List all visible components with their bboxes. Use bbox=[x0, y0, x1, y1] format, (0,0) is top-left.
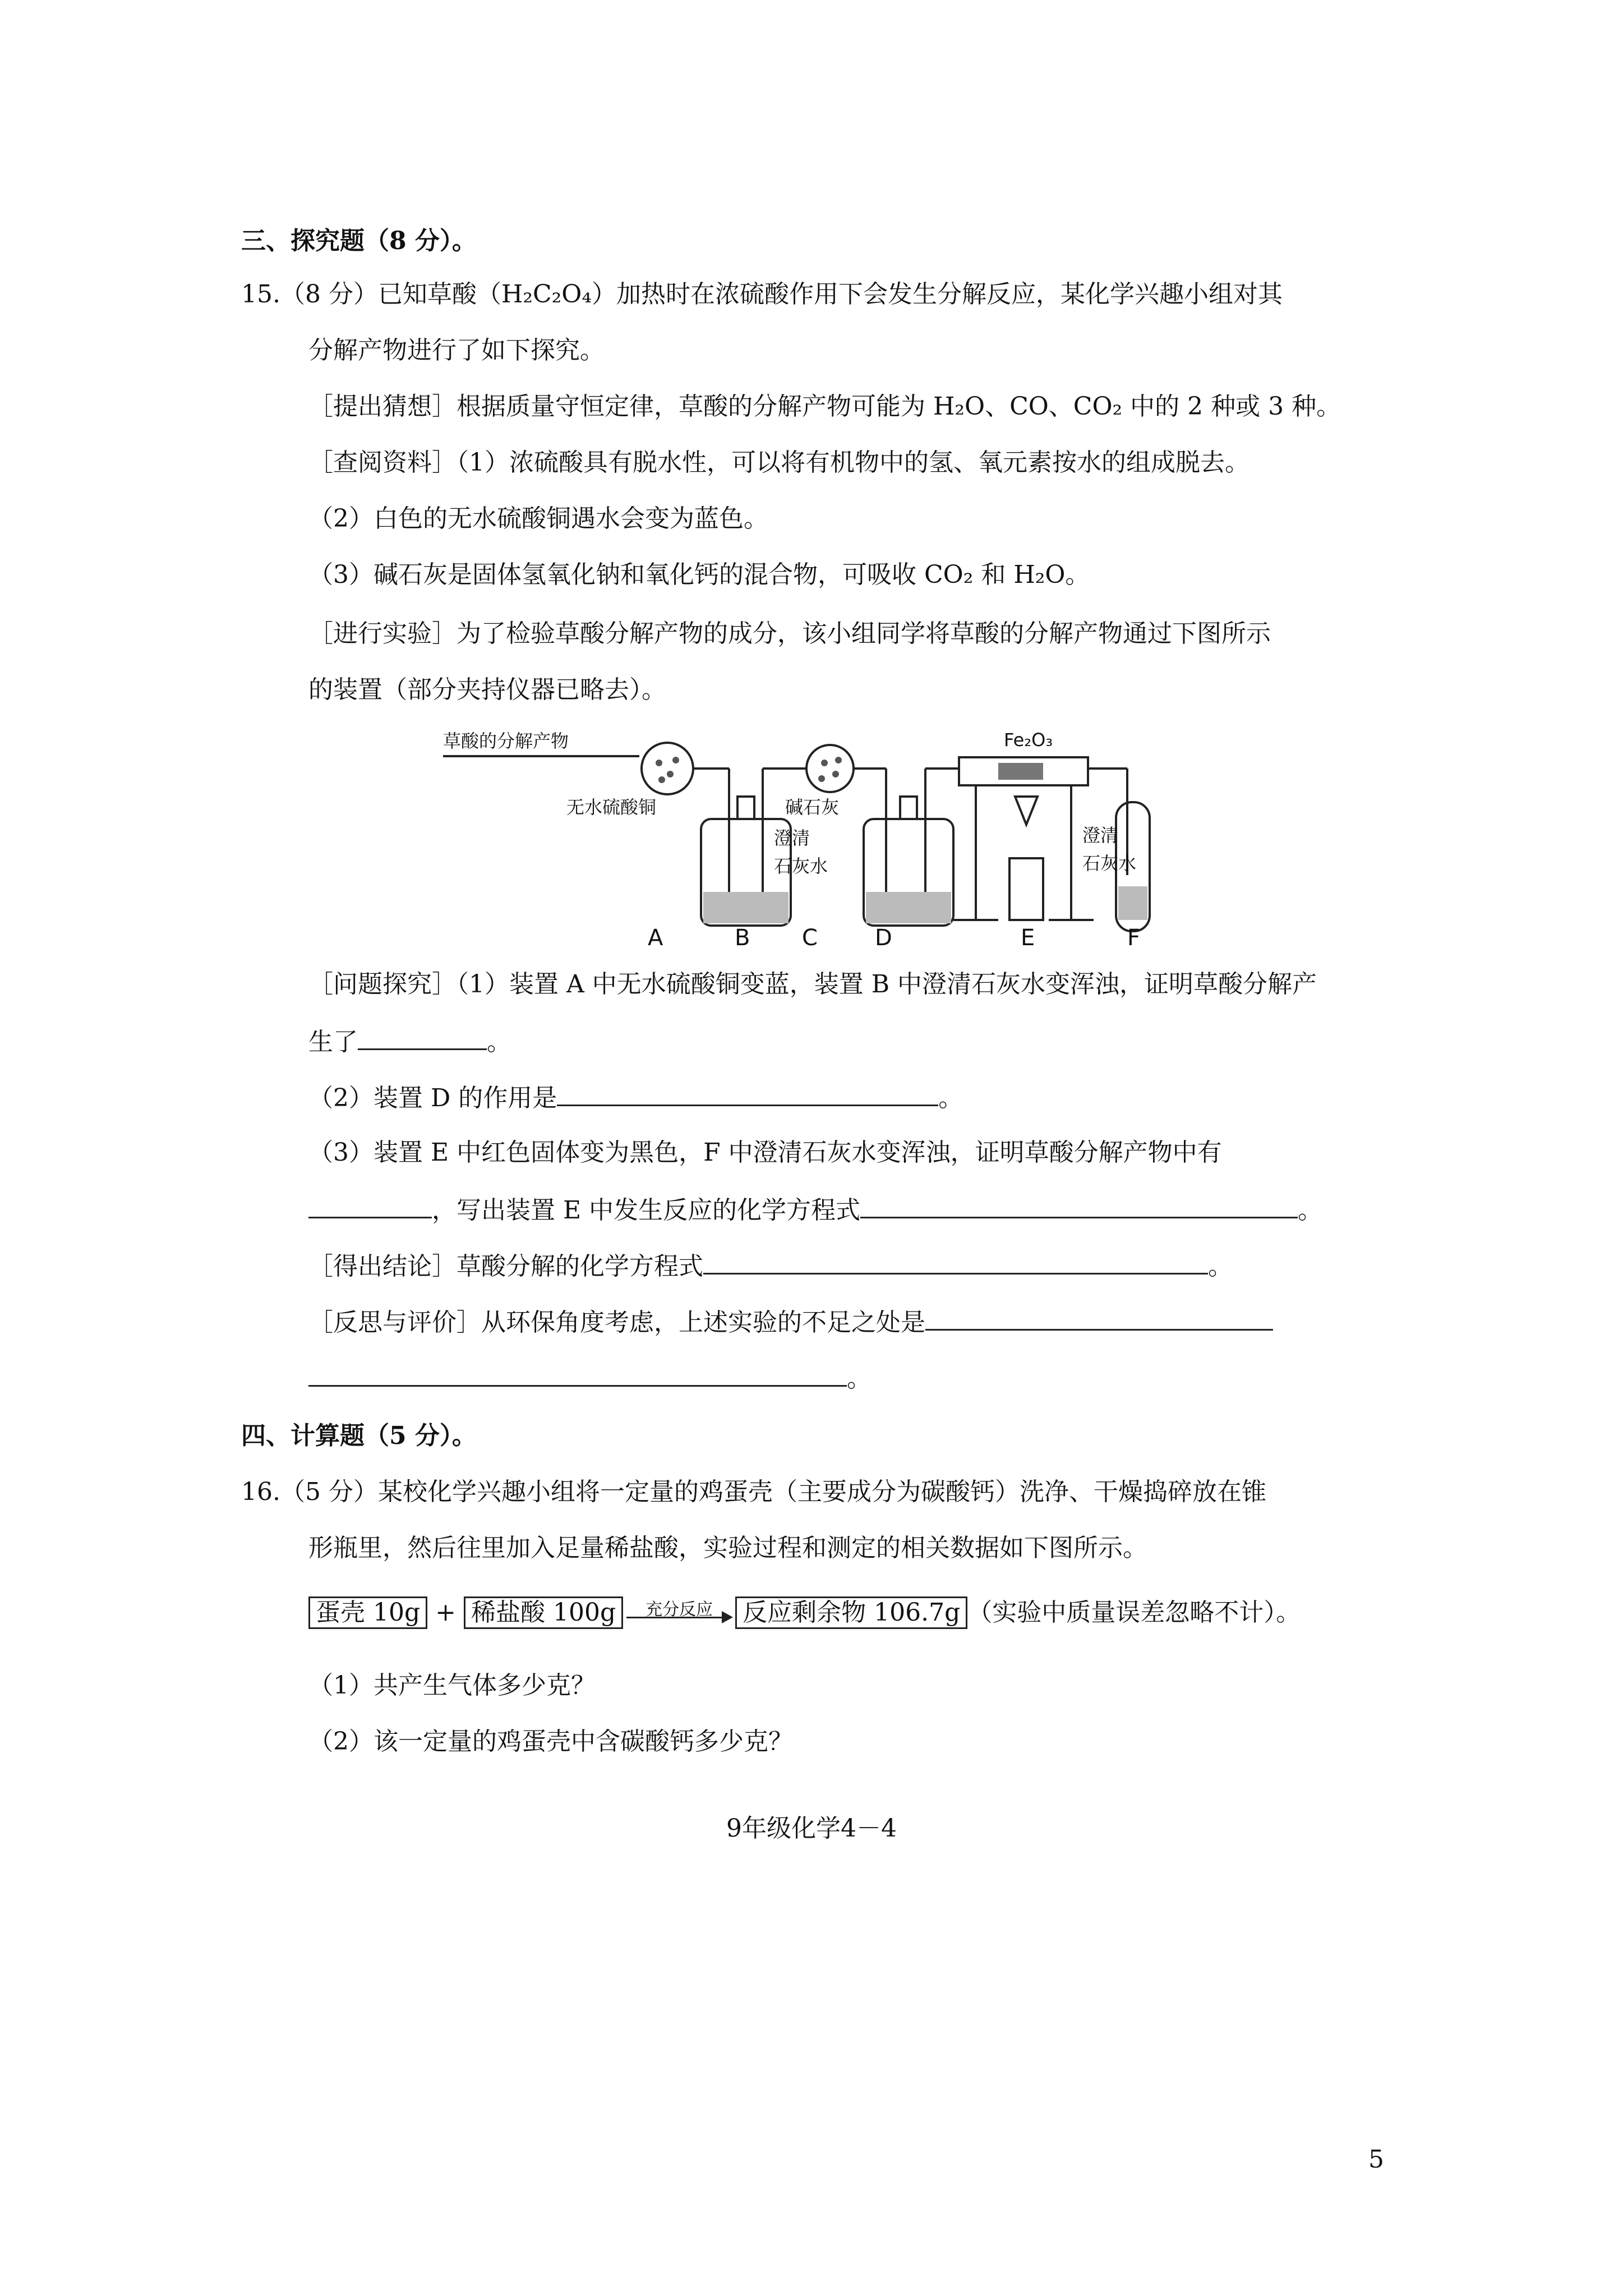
fe2o3-label: Fe₂O₃ bbox=[1004, 729, 1053, 751]
limewater-c-label-2: 石灰水 bbox=[774, 855, 828, 877]
q16-question-1: （1）共产生气体多少克？ bbox=[308, 1671, 596, 1700]
limewater-c-label-1: 澄清 bbox=[774, 827, 810, 849]
q15-question-1a: ［问题探究］（1）装置 A 中无水硫酸铜变蓝，装置 B 中澄清石灰水变浑浊，证明草酸分解产 bbox=[308, 970, 1317, 999]
q15-hypothesis: ［提出猜想］根据质量守恒定律，草酸的分解产物可能为 H₂O、CO、CO₂ 中的 2 种或 3 种。 bbox=[308, 392, 1341, 421]
flame bbox=[1015, 797, 1038, 825]
letter-f: F bbox=[1127, 925, 1141, 948]
q15-conclusion-line: ［得出结论］草酸分解的化学方程式 。 bbox=[308, 1248, 1233, 1283]
letter-e: E bbox=[1021, 925, 1035, 948]
residue-box: 反应剩余物 106.7g bbox=[735, 1596, 967, 1629]
q15-intro-line-2: 分解产物进行了如下探究。 bbox=[308, 336, 605, 365]
q15-conclusion: ［得出结论］草酸分解的化学方程式 bbox=[308, 1252, 703, 1281]
letter-b: B bbox=[735, 925, 750, 948]
q16-intro-line-1: 16.（5 分）某校化学兴趣小组将一定量的鸡蛋壳（主要成分为碳酸钙）洗净、干燥捣碎放在锥 bbox=[241, 1478, 1266, 1506]
q15-question-3b: ，写出装置 E 中发生反应的化学方程式 bbox=[432, 1196, 861, 1225]
q16-note: （实验中质量误差忽略不计）。 bbox=[967, 1598, 1301, 1627]
section-3-title: 三、探究题（8 分）。 bbox=[241, 227, 477, 255]
sodalime-label: 碱石灰 bbox=[785, 797, 840, 818]
limewater-f-label-1: 澄清 bbox=[1082, 825, 1119, 846]
q15-data-3: （3）碱石灰是固体氢氧化钠和氧化钙的混合物，可吸收 CO₂ 和 H₂O。 bbox=[308, 560, 1090, 589]
letter-a: A bbox=[648, 925, 663, 948]
sodalime-tube-c bbox=[806, 745, 854, 792]
reaction-arrow bbox=[623, 1598, 735, 1631]
answer-blank-reflection-1[interactable] bbox=[925, 1304, 1273, 1331]
arrow-label: 充分反应 bbox=[645, 1599, 713, 1619]
letter-d: D bbox=[875, 925, 892, 948]
q15-question-2: （2）装置 D 的作用是 bbox=[308, 1084, 557, 1112]
q15-question-2-line: （2）装置 D 的作用是 。 bbox=[308, 1080, 963, 1115]
section-4-title: 四、计算题（5 分）。 bbox=[241, 1421, 477, 1450]
q15-question-1b: 生了 bbox=[308, 1028, 358, 1056]
answer-blank-conclusion[interactable] bbox=[703, 1248, 1208, 1274]
q15-reflection-line bbox=[308, 1304, 1273, 1340]
q15-experiment-1: ［进行实验］为了检验草酸分解产物的成分，该小组同学将草酸的分解产物通过下图所示 bbox=[308, 619, 1271, 648]
hcl-box: 稀盐酸 100g bbox=[464, 1596, 623, 1629]
q15-data-2: （2）白色的无水硫酸铜遇水会变为蓝色。 bbox=[308, 504, 768, 533]
q15-question-3a: （3）装置 E 中红色固体变为黑色，F 中澄清石灰水变浑浊，证明草酸分解产物中有 bbox=[308, 1138, 1222, 1167]
answer-blank-reflection-2[interactable] bbox=[308, 1360, 847, 1387]
page-number: 5 bbox=[1368, 2145, 1384, 2174]
cuso4-tube-a bbox=[642, 743, 693, 794]
q16-reaction-scheme bbox=[308, 1596, 1301, 1631]
plus-sign: + bbox=[435, 1598, 457, 1627]
page-footer: 9年级化学4－4 bbox=[726, 1814, 897, 1843]
q15-reflection-line-2: 。 bbox=[308, 1360, 872, 1396]
limewater-f-label-2: 石灰水 bbox=[1082, 853, 1137, 874]
q16-intro-line-2: 形瓶里，然后往里加入足量稀盐酸，实验过程和测定的相关数据如下图所示。 bbox=[308, 1534, 1147, 1562]
q15-question-1b-line: 生了 。 bbox=[308, 1024, 511, 1059]
letter-c: C bbox=[802, 925, 818, 948]
q15-data-1: ［查阅资料］（1）浓硫酸具有脱水性，可以将有机物中的氢、氧元素按水的组成脱去。 bbox=[308, 448, 1249, 477]
q16-question-2: （2）该一定量的鸡蛋壳中含碳酸钙多少克？ bbox=[308, 1727, 793, 1756]
answer-blank-1[interactable] bbox=[358, 1024, 487, 1050]
apparatus-diagram bbox=[437, 729, 1166, 948]
inlet-label: 草酸的分解产物 bbox=[443, 730, 569, 752]
q15-intro-line-1: 15.（8 分）已知草酸（H₂C₂O₄）加热时在浓硫酸作用下会发生分解反应，某化学兴趣小组对其 bbox=[241, 280, 1283, 309]
q15-experiment-2: 的装置（部分夹持仪器已略去）。 bbox=[308, 675, 666, 704]
q15-reflection: ［反思与评价］从环保角度考虑，上述实验的不足之处是 bbox=[308, 1308, 925, 1337]
q15-question-3b-line: ，写出装置 E 中发生反应的化学方程式 。 bbox=[308, 1192, 1322, 1227]
cuso4-label: 无水硫酸铜 bbox=[566, 797, 657, 818]
answer-blank-3b[interactable] bbox=[860, 1192, 1298, 1218]
answer-blank-3a[interactable] bbox=[308, 1192, 432, 1218]
eggshell-box: 蛋壳 10g bbox=[308, 1596, 427, 1629]
burner bbox=[1009, 858, 1043, 920]
arrow-head-icon bbox=[722, 1611, 733, 1623]
answer-blank-2[interactable] bbox=[557, 1080, 938, 1106]
